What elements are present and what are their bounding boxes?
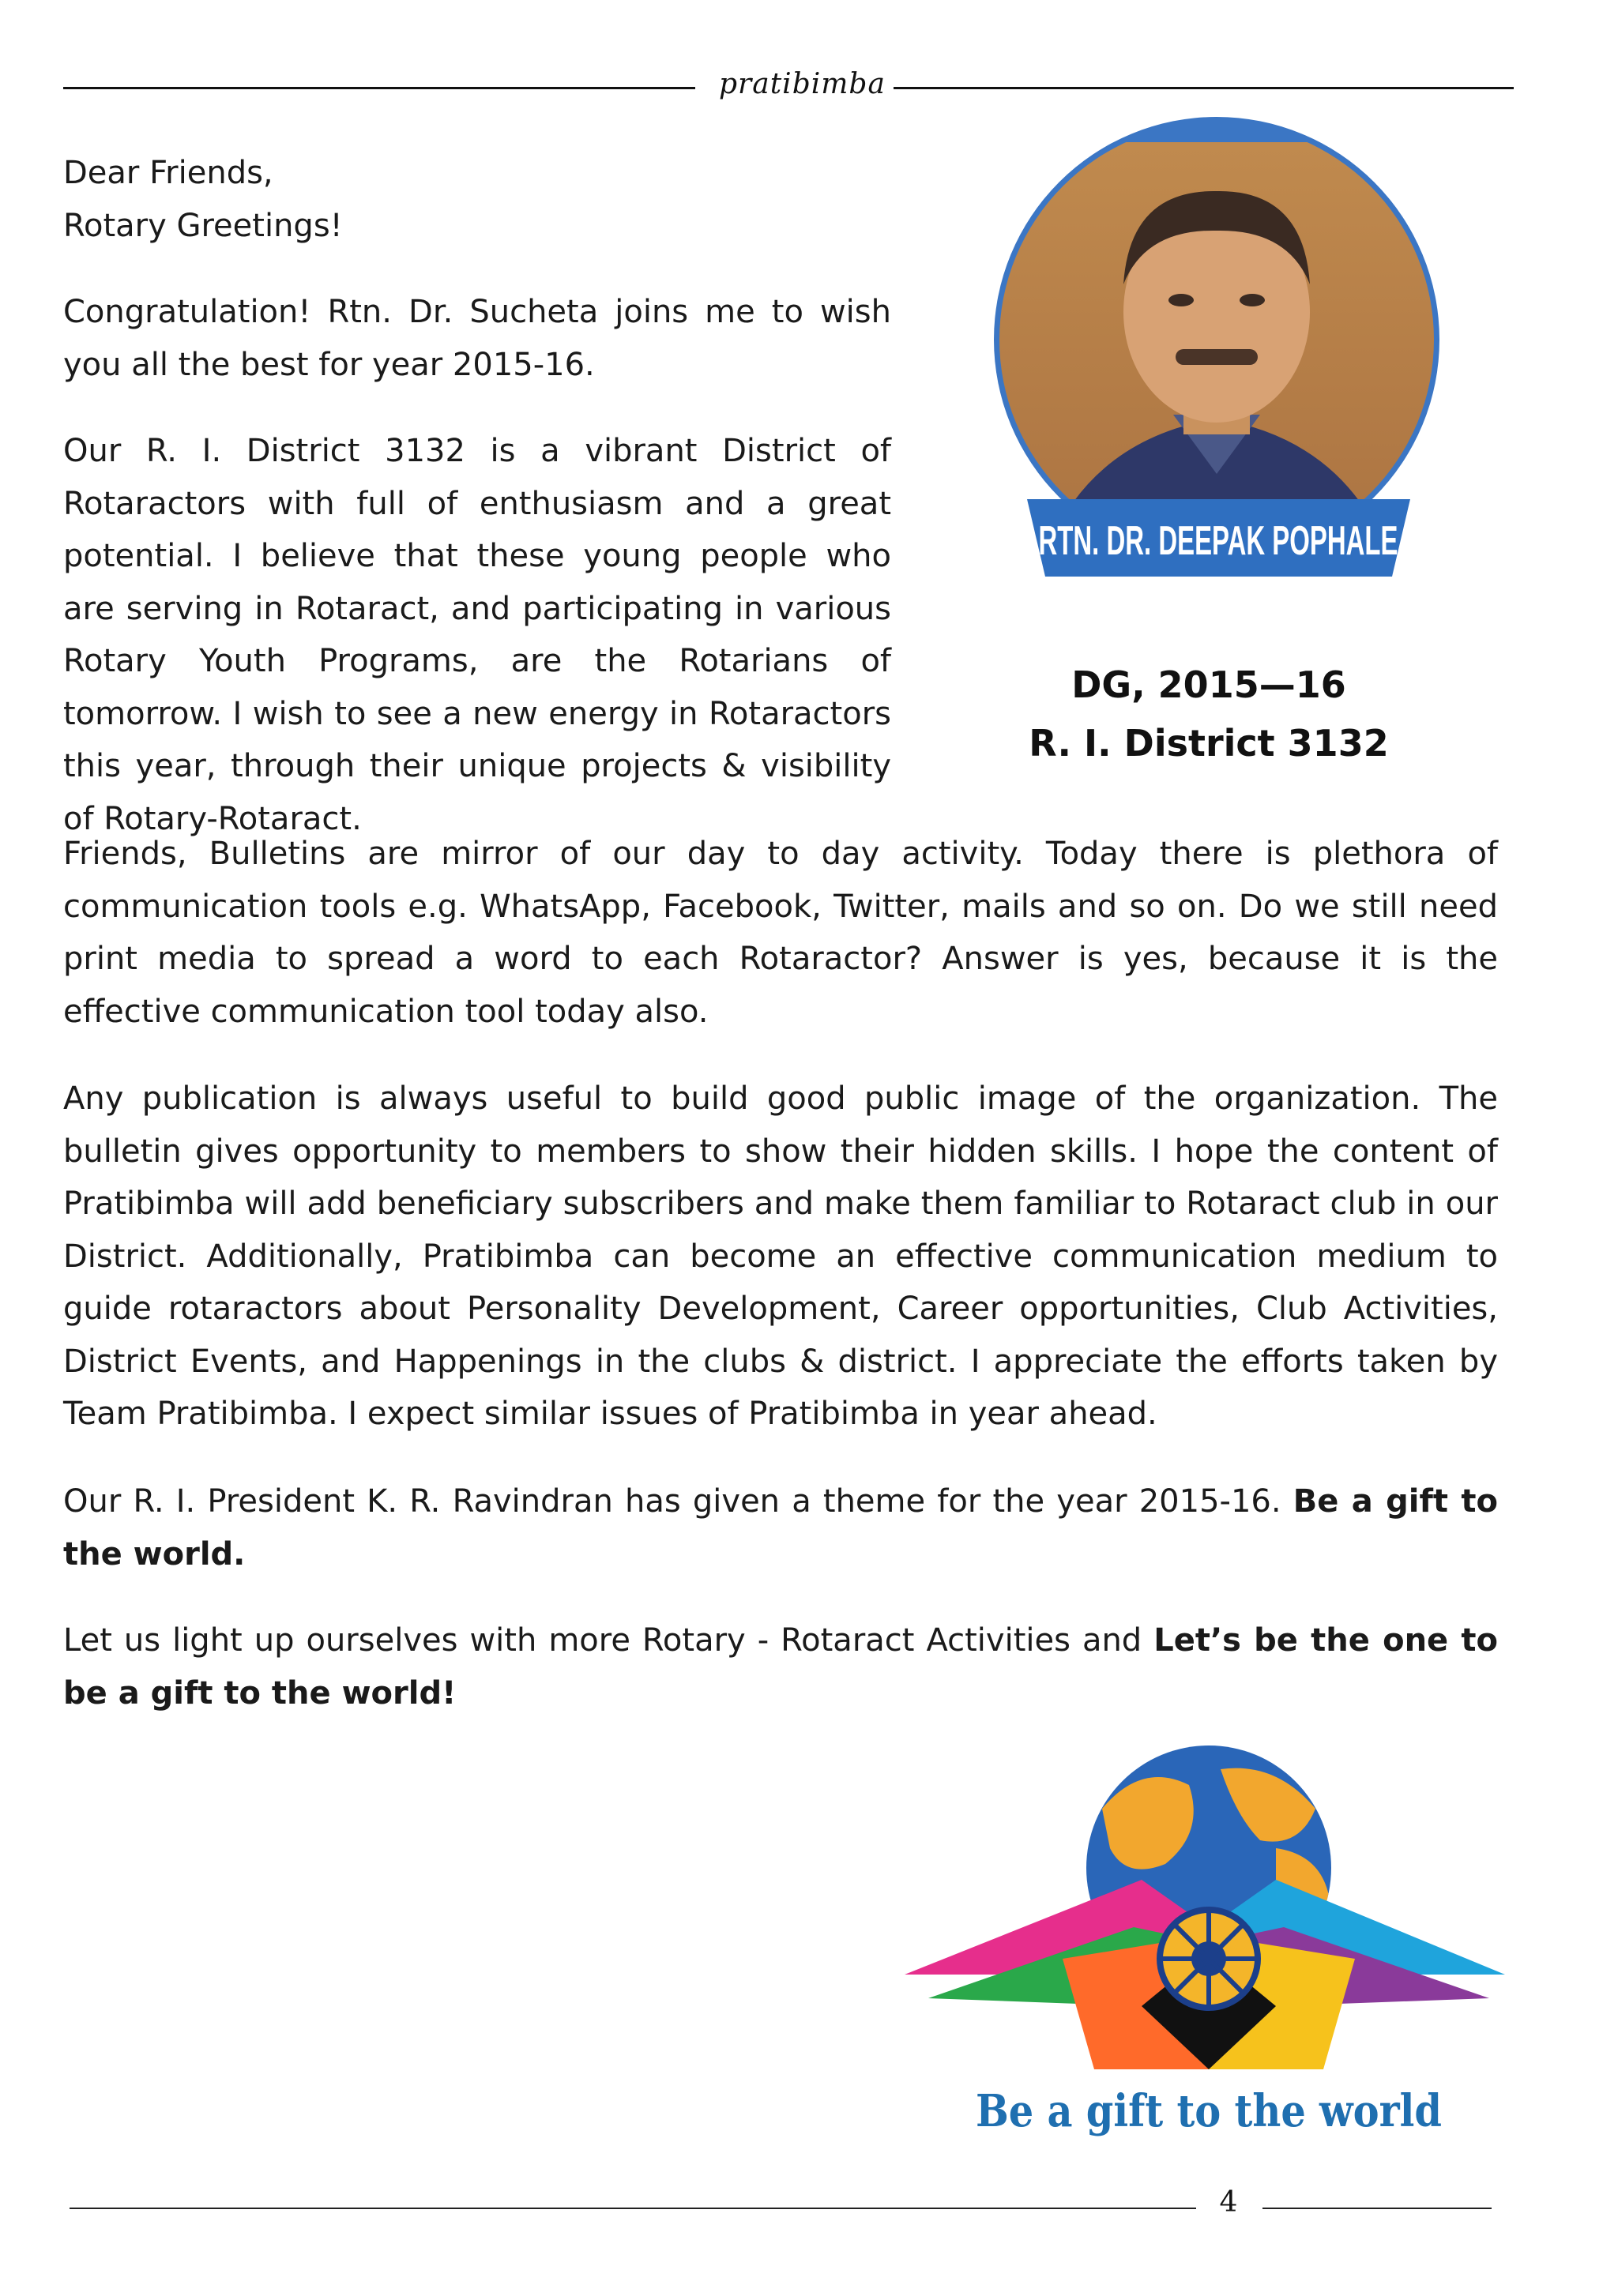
publication-title: pratibimba bbox=[719, 68, 886, 100]
footer-rule-left bbox=[70, 2208, 1196, 2209]
closing-intro: Let us light up ourselves with more Rotary - Rotaract Activities and bbox=[63, 1622, 1154, 1659]
greeting: Rotary Greetings! bbox=[63, 207, 343, 244]
page-header bbox=[63, 68, 1514, 107]
governor-district: R. I. District 3132 bbox=[1029, 722, 1389, 765]
governor-role: DG, 2015—16 bbox=[1071, 663, 1346, 706]
paragraph-theme bbox=[63, 1475, 1498, 1580]
salutation: Dear Friends, bbox=[63, 155, 273, 191]
paragraph-publication: Any publication is always useful to build good public image of the organization. The bulletin gives opportunity to members to show their hidden skills. I hope the content of Pratibimba will add beneficiary subscribers and make them familiar to Rotaract club in our District. Additionally, Pratibimba can become an effective communication medium to guide rotaractors about Personality Development, Career opportunities, Club Activities, District Events, and Happenings in the clubs & district. I appreciate the efforts taken by Team Pratibimba. I expect similar issues of Pratibimba in year ahead. bbox=[63, 1080, 1498, 1432]
paragraph-closing bbox=[63, 1614, 1498, 1719]
salutation-block bbox=[63, 147, 891, 252]
paragraph-congratulation: Congratulation! Rtn. Dr. Sucheta joins me to wish you all the best for year 2015-16. bbox=[63, 294, 891, 383]
theme-tagline: Be a gift to the world bbox=[976, 2085, 1442, 2137]
theme-logo bbox=[905, 1738, 1513, 2148]
portrait-banner-name: RTN. DR. DEEPAK POPHALE bbox=[1038, 518, 1398, 564]
page-number: 4 bbox=[1219, 2186, 1238, 2219]
governor-portrait bbox=[988, 142, 1446, 616]
paragraph-district: Our R. I. District 3132 is a vibrant District of Rotaractors with full of enthusiasm and a great potential. I believe that these young people who are serving in Rotaract, and participating in various Rotary Youth Programs, are the Rotarians of tomorrow. I wish to see a new energy in Rotaractors this year, through their unique projects & visibility of Rotary-Rotaract. bbox=[63, 433, 891, 837]
header-rule-left bbox=[63, 87, 695, 89]
footer-rule-right bbox=[1262, 2208, 1492, 2209]
closing-statement: Let’s be the one to be a gift to the world! bbox=[63, 1622, 1499, 1712]
theme-intro: Our R. I. President K. R. Ravindran has given a theme for the year 2015-16. bbox=[63, 1483, 1293, 1520]
header-rule-right bbox=[894, 87, 1514, 89]
theme-statement: Be a gift to the world. bbox=[63, 1483, 1499, 1573]
paragraph-bulletins: Friends, Bulletins are mirror of our day to day activity. Today there is plethora of communication tools e.g. WhatsApp, Facebook, Twitter, mails and so on. Do we still need print media to spread a word to each Rotaractor? Answer is yes, because it is the effective communication tool today also. bbox=[63, 836, 1498, 1030]
